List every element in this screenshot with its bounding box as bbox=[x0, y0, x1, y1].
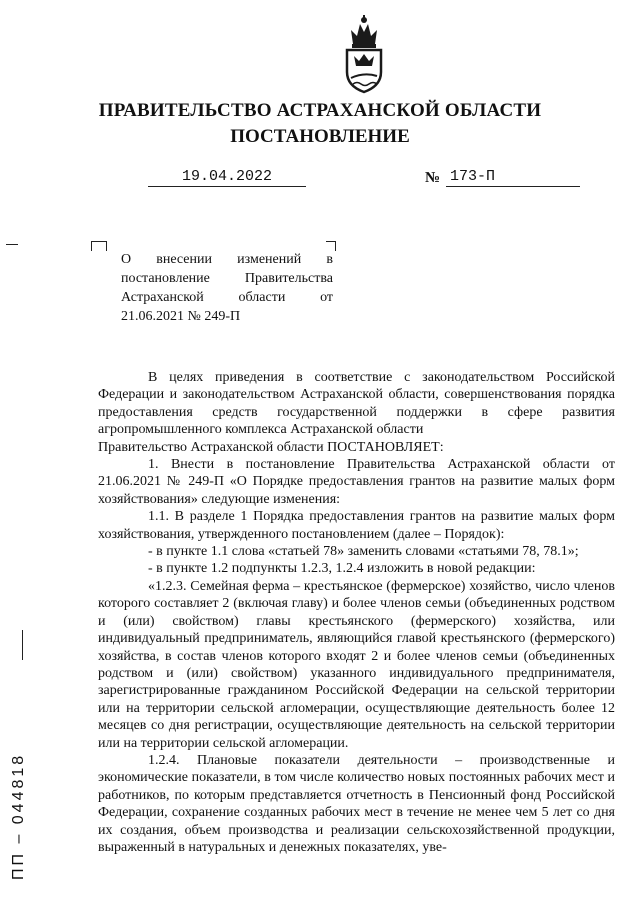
body-paragraph: - в пункте 1.1 слова «статьей 78» заменить словами «статьями 78, 78.1»; bbox=[148, 544, 579, 560]
body-paragraph: - в пункте 1.2 подпункты 1.2.3, 1.2.4 изложить в новой редакции: bbox=[148, 561, 536, 577]
body-paragraph: 1.2.4. Плановые показатели деятельности – производственные и экономические показатели, в том числе количество новых постоянных рабочих мест и работников, по которым представляется отчетность в Пенсионный фонд Российской Федерации, сохранение созданных рабочих мест в течение не менее чем 5 лет со дня их создания, объем производства и реализации сельскохозяйственной продукции, выраженный в натуральных и денежных показателях, уве- bbox=[98, 752, 615, 855]
fold-mark bbox=[6, 244, 18, 245]
body-paragraph: В целях приведения в соответствие с законодательством Российской Федерации и законодательством Астраханской области, совершенствования порядка предоставления средств государственной поддержки в сфере развития агропромышленного комплекса Астраханской области bbox=[98, 370, 615, 438]
document-body bbox=[98, 369, 615, 856]
body-paragraph: Правительство Астраханской области ПОСТАНОВЛЯЕТ: bbox=[98, 439, 444, 455]
document-date: 19.04.2022 bbox=[148, 168, 306, 187]
number-label: № bbox=[425, 170, 441, 186]
subject-bracket-left-inner bbox=[97, 241, 107, 251]
body-paragraph: 1. Внести в постановление Правительства Астраханской области от 21.06.2021 № 249-П «О Порядке предоставления грантов на развитие малых форм хозяйствования» следующие изменения: bbox=[98, 457, 615, 507]
organization-title: ПРАВИТЕЛЬСТВО АСТРАХАНСКОЙ ОБЛАСТИ bbox=[98, 100, 542, 121]
body-paragraph: «1.2.3. Семейная ферма – крестьянское (фермерское) хозяйство, число членов которого составляет 2 (включая главу) и более членов семьи (объединенных родством и (или) свойством) главы крестьянского (фермерского) хозяйства, или индивидуальный предприниматель, являющийся главой крестьянского (фермерского) хозяйства, в состав членов которого входят 2 и более членов семьи (объединенных родством и (или) свойством) указанного индивидуального предпринимателя, зарегистрированные гражданином Российской Федерации на сельской территории или на территории сельской агломерации, осуществляющие деятельность более 12 месяцев со дня регистрации, осуществляющие деятельность на сельской территории или на территории сельской агломерации. bbox=[98, 578, 615, 751]
form-serial-number: ПП – 044818 bbox=[10, 752, 27, 880]
document-number: 173-П bbox=[446, 168, 580, 187]
body-paragraph: 1.1. В разделе 1 Порядка предоставления грантов на развитие малых форм хозяйствования, утвержденного постановлением (далее – Порядок): bbox=[98, 509, 615, 542]
coat-of-arms-icon bbox=[339, 14, 389, 94]
side-margin-line bbox=[22, 630, 23, 660]
document-subject: О внесении изменений в постановление Правительства Астраханской области от 21.06.2021 № 249-П bbox=[121, 252, 333, 324]
document-type-title: ПОСТАНОВЛЕНИЕ bbox=[230, 126, 410, 147]
